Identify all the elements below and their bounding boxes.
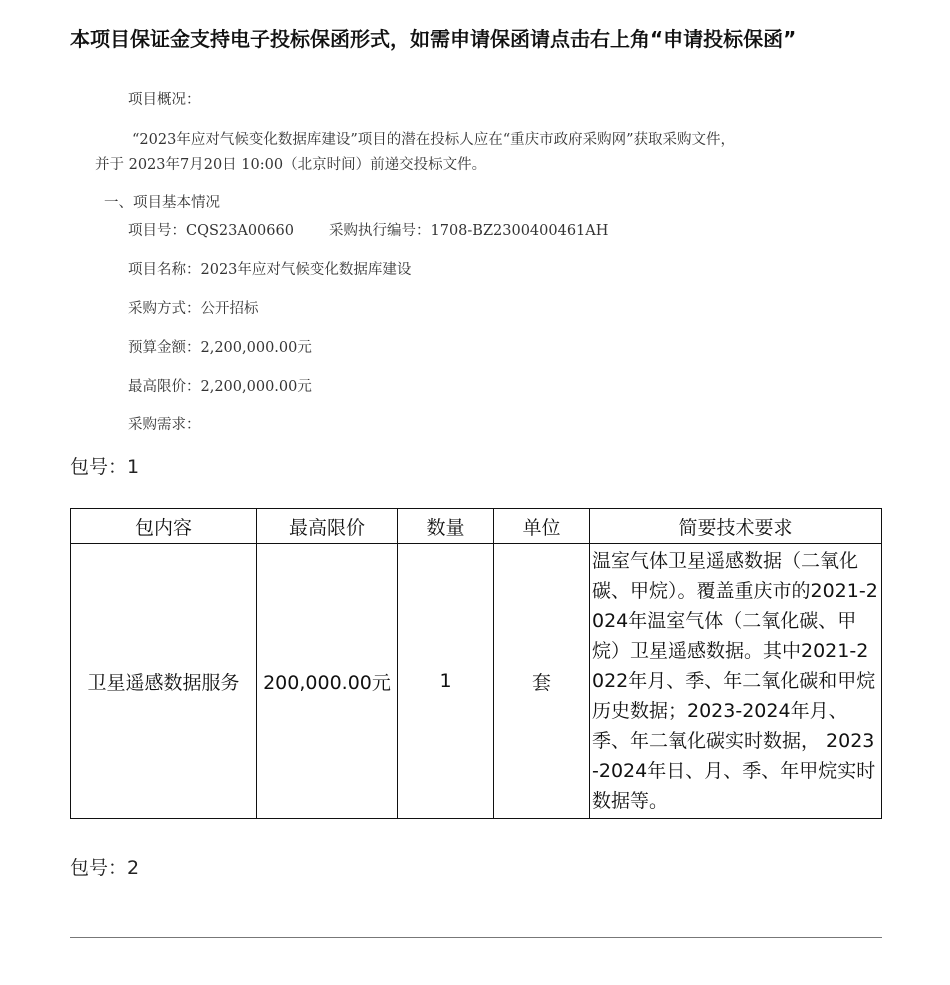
cell-max-price: 200,000.00元 xyxy=(257,544,398,819)
budget-amount: 预算金额：2,200,000.00元 xyxy=(128,340,312,356)
overview-line-2: 并于 2023年7月20日 10:00（北京时间）前递交投标文件。 xyxy=(95,157,487,173)
project-name: 项目名称：2023年应对气候变化数据库建设 xyxy=(128,262,412,278)
guarantee-notice: 本项目保证金支持电子投标保函形式，如需申请保函请点击右上角“申请投标保函” xyxy=(70,27,797,51)
cell-unit: 套 xyxy=(494,544,590,819)
project-number: 项目号：CQS23A00660 xyxy=(128,223,294,239)
execution-number: 采购执行编号：1708-BZ2300400461AH xyxy=(329,223,609,239)
header-content: 包内容 xyxy=(71,509,257,544)
package-table xyxy=(70,508,882,819)
overview-line-1: “2023年应对气候变化数据库建设”项目的潜在投标人应在“重庆市政府采购网”获取采购文件， xyxy=(132,132,736,148)
table-row xyxy=(71,544,882,819)
cell-content: 卫星遥感数据服务 xyxy=(71,544,257,819)
header-quantity: 数量 xyxy=(398,509,494,544)
divider xyxy=(70,937,882,938)
header-tech-requirements: 简要技术要求 xyxy=(590,509,882,544)
header-unit: 单位 xyxy=(494,509,590,544)
overview-label: 项目概况： xyxy=(128,92,201,108)
procurement-method: 采购方式：公开招标 xyxy=(128,301,259,317)
table-header-row xyxy=(71,509,882,544)
package-2-label: 包号：2 xyxy=(70,857,140,879)
package-1-label: 包号：1 xyxy=(70,456,140,478)
cell-quantity: 1 xyxy=(398,544,494,819)
header-max-price: 最高限价 xyxy=(257,509,398,544)
procurement-demand-label: 采购需求： xyxy=(128,417,201,433)
cell-tech-requirements: 温室气体卫星遥感数据（二氧化碳、甲烷）。覆盖重庆市的2021-2024年温室气体（二氧化碳、甲烷）卫星遥感数据。其中2021-2022年月、季、年二氧化碳和甲烷历史数据；2023-2024年月、季、年二氧化碳实时数据， 2023-2024年日、月、季、年甲烷实时数据等。 xyxy=(590,544,882,819)
max-price: 最高限价：2,200,000.00元 xyxy=(128,379,312,395)
section-title-basic-info: 一、项目基本情况 xyxy=(104,195,220,211)
